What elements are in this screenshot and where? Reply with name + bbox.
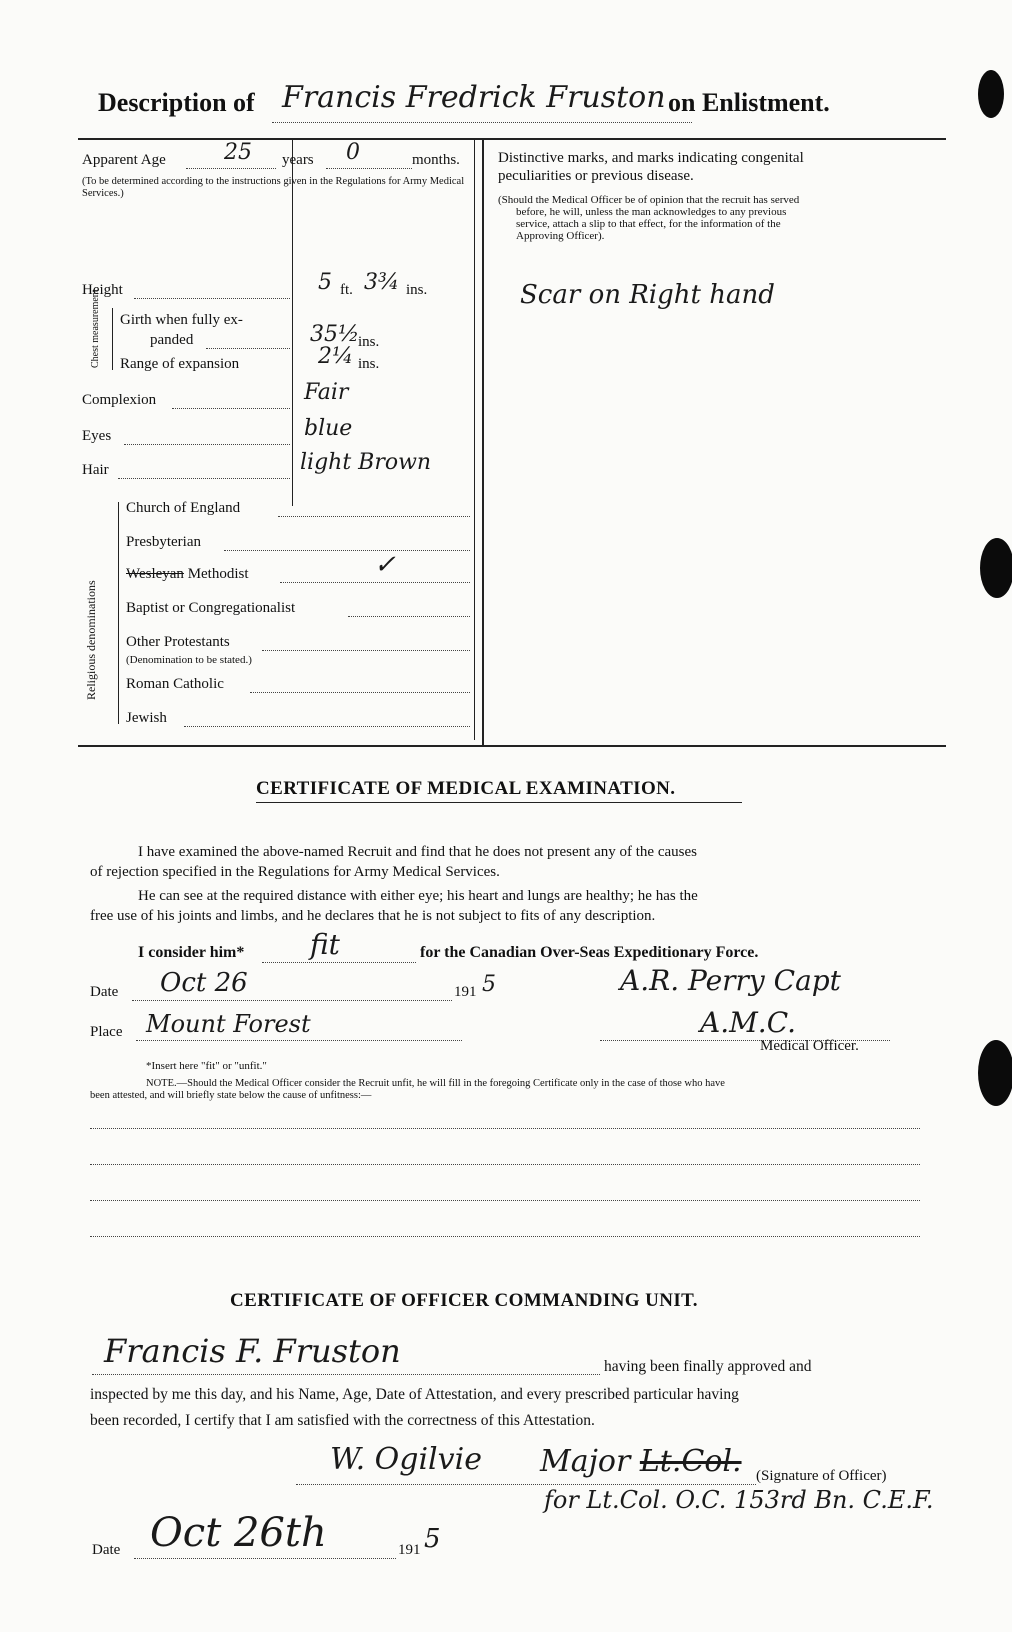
religion-methodist-mark: ✓ [374, 550, 396, 580]
binding-hole [978, 1040, 1012, 1106]
complexion-line [172, 408, 290, 409]
medical-officer-title: Medical Officer. [760, 1038, 859, 1054]
chest-group-label: Chest measurement [90, 289, 101, 368]
hair-value: light Brown [300, 450, 432, 475]
age-line [186, 168, 276, 169]
range-unit: ins. [358, 356, 380, 372]
age-label: Apparent Age [82, 152, 166, 168]
months-value: 0 [346, 140, 360, 165]
commanding-date-value: Oct 26th [150, 1510, 327, 1556]
page-title [98, 88, 255, 118]
medical-date-line [132, 1000, 452, 1001]
unfitness-line-3 [90, 1200, 920, 1201]
religion-baptist: Baptist or Congregationalist [126, 600, 296, 616]
marks-value: Scar on Right hand [520, 280, 775, 310]
medical-note-line2: been attested, and will briefly state below the cause of unfitness:— [90, 1090, 372, 1101]
months-line [326, 168, 412, 169]
medical-title-underline [256, 802, 742, 803]
hair-line [118, 478, 290, 479]
commanding-signature-rank: Major [540, 1444, 631, 1479]
name-line [272, 122, 692, 123]
medical-para1-line1: I have examined the above-named Recruit and find that he does not present any of the causes [138, 844, 697, 860]
religion-brace [118, 502, 119, 724]
religion-jewish: Jewish [126, 710, 167, 726]
religion-other-note: (Denomination to be stated.) [126, 654, 252, 666]
range-value: 2¼ [318, 344, 354, 369]
consider-value: fit [310, 928, 340, 961]
commanding-signature-for: for Lt.Col. O.C. 153rd Bn. C.E.F. [544, 1486, 934, 1514]
binding-hole [980, 538, 1012, 598]
marks-note-1: (Should the Medical Officer be of opinion that the recruit has served [498, 194, 800, 206]
commanding-name-line [92, 1374, 600, 1375]
commanding-year-prefix: 191 [398, 1542, 421, 1558]
unfitness-line-2 [90, 1164, 920, 1165]
girth-value: 35½ [310, 322, 360, 347]
marks-note-2: before, he will, unless the man acknowledges to any previous [516, 206, 787, 218]
religion-roman-catholic: Roman Catholic [126, 676, 224, 692]
consider-suffix: for the Canadian Over-Seas Expeditionary Force. [420, 944, 759, 961]
medical-place-line [136, 1040, 462, 1041]
commanding-name-value: Francis F. Fruston [104, 1332, 401, 1370]
hair-label: Hair [82, 462, 109, 478]
binding-hole [978, 70, 1004, 118]
girth-label-1: Girth when fully ex- [120, 312, 243, 328]
marks-note-3: service, attach a slip to that effect, for the information of the [516, 218, 781, 230]
commanding-signature-label: (Signature of Officer) [756, 1468, 887, 1484]
medical-note-line1: NOTE.—Should the Medical Officer consider the Recruit unfit, he will fill in the foregoing Certificate only in the case of those who have [146, 1078, 725, 1089]
commanding-text-line3: been recorded, I certify that I am satisfied with the correctness of this Attestation. [90, 1412, 595, 1429]
commanding-date-label: Date [92, 1542, 121, 1558]
medical-year-prefix: 191 [454, 984, 477, 1000]
medical-para1-line2: of rejection specified in the Regulations for Army Medical Services. [90, 864, 500, 880]
marks-heading-2: peculiarities or previous disease. [498, 168, 694, 184]
girth-unit: ins. [358, 334, 380, 350]
commanding-text-line1: having been finally approved and [604, 1358, 812, 1375]
medical-officer-unit: A.M.C. [700, 1006, 797, 1039]
medical-officer-signature: A.R. Perry Capt [620, 964, 841, 997]
recruit-name: Francis Fredrick Fruston [282, 80, 666, 115]
religion-church-of-england: Church of England [126, 500, 241, 516]
medical-year-value: 5 [482, 972, 496, 997]
value-column-line [474, 140, 475, 740]
religion-wesleyan-methodist [126, 566, 249, 583]
girth-label-2: panded [150, 332, 194, 348]
consider-label: I consider him* [138, 944, 245, 961]
commanding-date-line [134, 1558, 396, 1559]
top-rule [78, 138, 946, 140]
commanding-signature-1: W. Ogilvie [330, 1442, 482, 1477]
medical-place-label: Place [90, 1024, 123, 1040]
commanding-text-line2: inspected by me this day, and his Name, Age, Date of Attestation, and every prescribed particular having [90, 1386, 739, 1403]
height-ft-value: 5 [318, 270, 332, 295]
commanding-year-value: 5 [424, 1524, 441, 1554]
girth-line [206, 348, 290, 349]
eyes-value: blue [304, 416, 353, 441]
eyes-label: Eyes [82, 428, 112, 444]
insert-note: *Insert here "fit" or "unfit." [146, 1060, 267, 1072]
commanding-signature-2 [540, 1444, 742, 1479]
column-divider [482, 140, 484, 746]
complexion-label: Complexion [82, 392, 157, 408]
medical-para2-line1: He can see at the required distance with either eye; his heart and lungs are healthy; he has the [138, 888, 698, 904]
medical-para2-line2: free use of his joints and limbs, and he declares that he is not subject to fits of any description. [90, 908, 656, 924]
chest-brace [112, 308, 113, 370]
height-label: Height [82, 282, 123, 298]
height-in-label: ins. [406, 282, 428, 298]
title-prefix: Description of [98, 88, 255, 117]
range-label: Range of expansion [120, 356, 240, 372]
consider-line [262, 962, 416, 963]
months-label: months. [412, 152, 460, 168]
religion-methodist: Methodist [187, 566, 249, 582]
section-rule [78, 745, 946, 747]
marks-heading-1: Distinctive marks, and marks indicating congenital [498, 150, 804, 166]
height-line [134, 298, 290, 299]
commanding-signature-struck: Lt.Col. [639, 1444, 742, 1479]
commanding-title: CERTIFICATE OF OFFICER COMMANDING UNIT. [230, 1290, 698, 1311]
complexion-value: Fair [304, 380, 349, 405]
religion-other-protestants: Other Protestants [126, 634, 230, 650]
height-in-value: 3¾ [364, 270, 400, 295]
unfitness-line-1 [90, 1128, 920, 1129]
religion-presbyterian: Presbyterian [126, 534, 201, 550]
medical-date-label: Date [90, 984, 119, 1000]
title-suffix: on Enlistment. [668, 88, 830, 117]
commanding-signature-line [296, 1484, 756, 1485]
age-value: 25 [224, 140, 252, 165]
religion-wesleyan: Wesleyan [126, 566, 184, 582]
medical-date-value: Oct 26 [160, 968, 248, 998]
medical-place-value: Mount Forest [146, 1010, 311, 1038]
height-ft-label: ft. [340, 282, 353, 298]
age-note: (To be determined according to the instructions given in the Regulations for Army Medical Services.) [82, 176, 465, 199]
years-label: years [282, 152, 314, 168]
unfitness-line-4 [90, 1236, 920, 1237]
eyes-line [124, 444, 290, 445]
medical-title: CERTIFICATE OF MEDICAL EXAMINATION. [256, 778, 676, 799]
marks-note-4: Approving Officer). [516, 230, 605, 242]
religion-group-label: Religious denominations [84, 580, 98, 700]
